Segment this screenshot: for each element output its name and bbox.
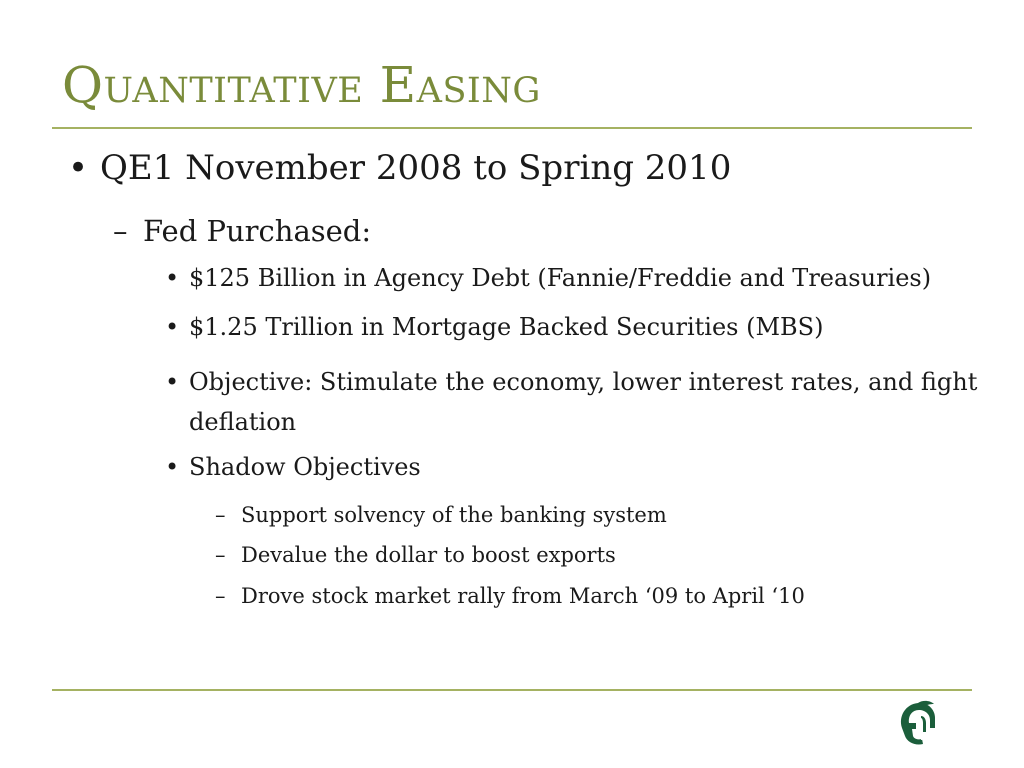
- bullet-devalue: [215, 543, 616, 567]
- bullet-fed-purchased-text: Fed Purchased:: [143, 214, 372, 248]
- bullet-qe1: [68, 148, 731, 188]
- bullet-agency-debt-text: $125 Billion in Agency Debt (Fannie/Freddie and Treasuries): [189, 264, 932, 292]
- bullet-mbs-text: $1.25 Trillion in Mortgage Backed Securities (MBS): [189, 313, 824, 341]
- bullet-marker: •: [165, 264, 180, 292]
- footer-divider: [52, 689, 972, 691]
- bullet-solvency: [215, 503, 667, 527]
- dash-marker: –: [215, 584, 226, 608]
- bullet-solvency-text: Support solvency of the banking system: [241, 503, 667, 527]
- dash-marker: –: [215, 543, 226, 567]
- bullet-shadow-objectives: [165, 453, 421, 481]
- bullet-rally-text: Drove stock market rally from March ‘09 to April ‘10: [241, 584, 805, 608]
- bullet-agency-debt: [165, 264, 931, 292]
- bullet-shadow-objectives-text: Shadow Objectives: [189, 453, 421, 481]
- bullet-marker: •: [165, 313, 180, 341]
- bullet-rally: [215, 584, 805, 608]
- bullet-marker: •: [68, 148, 89, 188]
- slide-title: Quantitative Easing: [62, 56, 541, 114]
- bullet-objective-text: Objective: Stimulate the economy, lower interest rates, and fight deflation: [189, 368, 978, 436]
- dash-marker: –: [113, 214, 128, 248]
- bullet-devalue-text: Devalue the dollar to boost exports: [241, 543, 616, 567]
- bullet-mbs: [165, 313, 824, 341]
- bullet-marker: •: [165, 368, 180, 396]
- dash-marker: –: [215, 503, 226, 527]
- spartan-helmet-icon: [892, 698, 940, 746]
- bullet-marker: •: [165, 453, 180, 481]
- bullet-qe1-text: QE1 November 2008 to Spring 2010: [100, 148, 732, 188]
- bullet-objective: [165, 362, 979, 442]
- bullet-fed-purchased: [113, 214, 371, 248]
